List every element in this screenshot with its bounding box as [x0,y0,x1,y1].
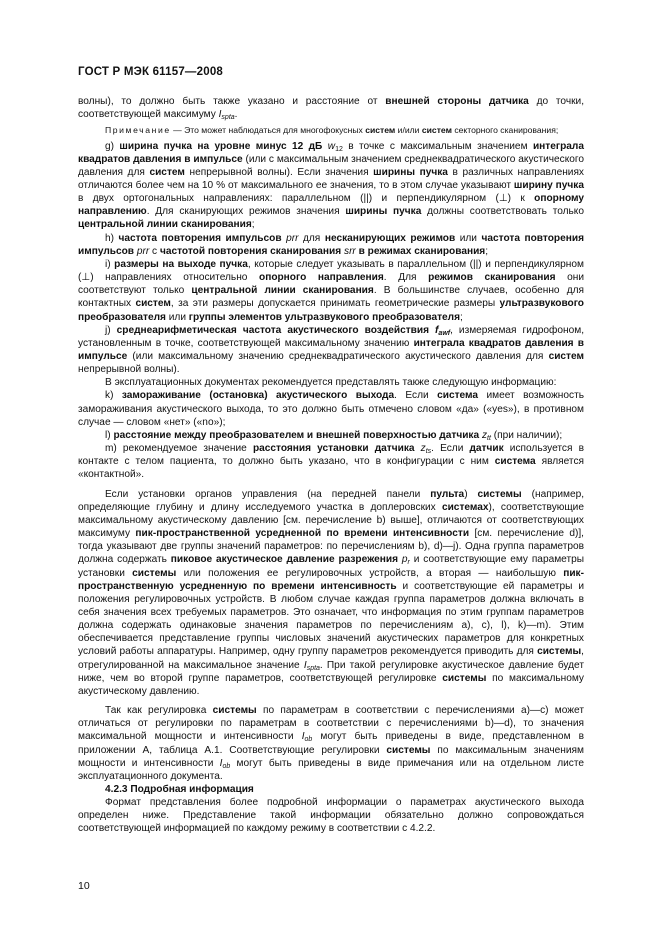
paragraph: Если установки органов управления (на передней панели пульта) системы (например, определяющие глубину и длину исследуемого участка в доплеровских системах), соответствующие максимальному акустическому давлению [см. перечисление b) выше], отличаются от соответствующих максимуму пик-пространственной усредненной по времени интенсивности [см. перечисление d)], тогда указывают две группы значений параметров: по перечислениям b), d)—j). Одна группа параметров должна содержать пиковое акустическое давление разрежения $p_r$ и соответствующие ему параметры установки системы или положения ее регулировочных устройств, а вторая — наибольшую пик-пространственную усредненную по времени интенсивность и соответствующие ей параметры и положения регулировочных устройств. В любом случае каждая группа параметров должна включать в себя значения всех требуемых параметров. Это означает, что информация по этим группам параметров должна содержать одинаковые значения параметров по перечислениям a), c), l), k)—m). Этим обеспечивается представление группы числовых значений акустических параметров для конкретных условий работы аппаратуры. Например, одну группу параметров рекомендуется приводить для системы, отрегулированной на максимальное значение $I_{spta}$. При такой регулировке акустическое давление будет ниже, чем во второй группе параметров, соответствующей регулировке системы по максимальному акустическому давлению. [78,488,585,697]
paragraph: волны), то должно быть также указано и расстояние от внешней стороны датчика до точки, соответствующей максимуму $I_{spta}$. [78,96,585,122]
item-m: m) рекомендуемое значение расстояния установки датчика $z_{ts}$. Если датчик используется в контакте с телом пациента, то должно быть указано, что в конфигурации с ним система является «контактной». [78,443,584,481]
item-l: l) расстояние между преобразователем и внешней поверхностью датчика $z_{tt}$ (при наличии); [105,429,563,442]
item-j: j) среднеарифметическая частота акустического воздействия $f_{awf}$, измеряемая гидрофоном, установленным в точке, соответствующей максимальному значению интеграла квадратов давления в импульсе (или максимальному значению среднеквадратического акустического давления для систем непрерывной волны). [78,324,585,376]
note: Примечание — Это может наблюдаться для многофокусных систем и/или систем секторного сканирования; [105,125,559,136]
item-i: i) размеры на выходе пучка, которые следует указывать в параллельном (||) и перпендикулярном (⊥) направлениях относительно опорного направления. Для режимов сканирования они соответствуют только центральной линии сканирования. В большинстве случаев, особенно для контактных систем, за эти размеры допускается принимать геометрические размеры ультразвукового преобразователя или группы элементов ультразвукового преобразователя; [78,258,585,323]
item-h: h) частота повторения импульсов prr для несканирующих режимов или частота повторения импульсов prr с частотой повторения сканирования srr в режимах сканирования; [78,232,584,257]
document-header: ГОСТ Р МЭК 61157—2008 [78,66,224,78]
page-number: 10 [78,880,90,892]
item-g: g) ширина пучка на уровне минус 12 дБ $w_{12}$ в точке с максимальным значением интеграла квадратов давления в импульсе (или с максимальным значением среднеквадратического акустического давления для систем непрерывной волны). Если значения ширины пучка в различных направлениях отличаются более чем на 10 % от максимального ее значения, то в этом случае указывают ширину пучка в двух ортогональных направлениях: параллельном (||) и перпендикулярном (⊥) к опорному направлению. Для сканирующих режимов значения ширины пучка должны соответствовать только центральной линии сканирования; [78,140,584,231]
document-body [78,95,584,836]
paragraph: Формат представления более подробной информации о параметрах акустического выхода определен ниже. Представление такой информации обязательно должно сопровождаться соответствующей информацией по каждому режиму в соответствии с 4.2.2. [78,797,584,835]
paragraph: Так как регулировка системы по параметрам в соответствии с перечислениями a)—c) может отличаться от регулировки по параметрам в соответствии с перечислениями b)—d), то значения максимальной мощности и интенсивности $I_{ob}$ могут быть приведены в виде, представленном в приложении А, таблица А.1. Соответствующие регулировки системы по максимальным значениям мощности и интенсивности $I_{ob}$ могут быть приведены в виде примечания или на отдельном листе эксплуатационного документа. [78,705,584,782]
item-k: k) замораживание (остановка) акустического выхода. Если система имеет возможность замораживания акустического выхода, то это должно быть отмечено словом «да» («yes»), в противном случае — словом «нет» («no»); [78,390,584,428]
section-title: 4.2.3 Подробная информация [105,784,254,796]
paragraph: В эксплуатационных документах рекомендуется представлять также следующую информацию: [105,377,557,389]
